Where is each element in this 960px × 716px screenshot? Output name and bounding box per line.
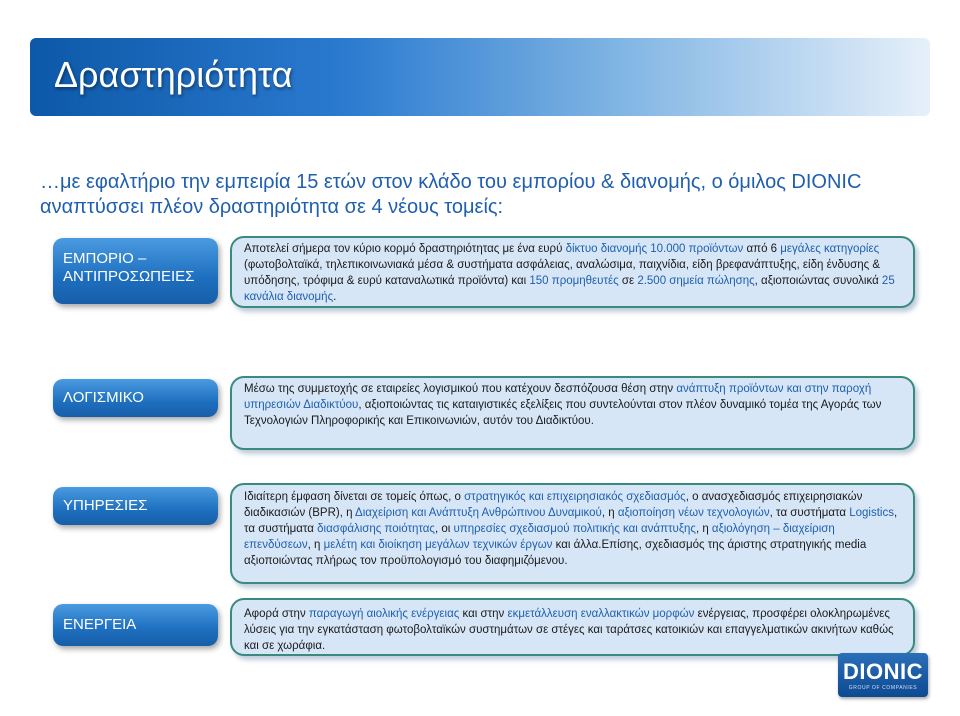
text-run: ενέργειας, προσφέρει ολοκληρωμένες λύσεις για την εγκατάσταση φωτοβολταϊκών συστημάτων σε στέγες και ταράτσες κατοικιών και επαγγελματικών ακινήτων καθώς και σε χωράφια. bbox=[244, 608, 894, 652]
text-run: , αξιοποιώντας τις καταιγιστικές εξελίξεις που συντελούνται στον πλέον δυναμικό τομέα της Αγοράς των Τεχνολογιών Πληροφορικής και Επικοινωνιών, αυτόν του Διαδικτύου. bbox=[244, 399, 882, 427]
logo-tagline: GROUP OF COMPANIES bbox=[848, 685, 918, 691]
text-run: Αφορά στην bbox=[244, 608, 309, 620]
subtitle-part1: …με εφαλτήριο την εμπειρία 15 ετών στον κλάδο του εμπορίου & διανομής, ο όμιλος DIONIC αναπτύσσει πλέον δραστηριότητα σε bbox=[40, 171, 862, 218]
section-label-text: ΛΟΓΙΣΜΙΚΟ bbox=[63, 389, 144, 406]
text-run: , η bbox=[307, 539, 324, 551]
section-label-trade bbox=[53, 238, 218, 304]
section-text-energy bbox=[230, 598, 915, 656]
section-label-services bbox=[53, 487, 218, 525]
text-run: Ιδιαίτερη έμφαση δίνεται σε τομείς όπως, ο bbox=[244, 491, 465, 503]
section-label-text: ΕΝΕΡΓΕΙΑ bbox=[63, 616, 137, 633]
section-label-text: ΕΜΠΟΡΙΟ – ΑΝΤΙΠΡΟΣΩΠΕΙΕΣ bbox=[63, 250, 195, 285]
highlight-run: 25 κανάλια διανομής bbox=[244, 275, 895, 303]
section-text-services bbox=[230, 483, 915, 584]
section-label-text: ΥΠΗΡΕΣΙΕΣ bbox=[63, 497, 148, 514]
highlight-run: 2.500 σημεία πώλησης bbox=[637, 275, 755, 287]
text-run: , ο ανασχεδιασμός επιχειρησιακών διαδικασιών (BPR), η bbox=[244, 491, 863, 519]
highlight-run: μελέτη και διοίκηση μεγάλων τεχνικών έργων bbox=[323, 539, 553, 551]
text-run: , τα συστήματα bbox=[244, 507, 898, 535]
page-title: Δραστηριότητα bbox=[54, 54, 293, 95]
text-run: , αξιοποιώντας συνολικά bbox=[754, 275, 882, 287]
text-run: και άλλα.Επίσης, σχεδιασμός της άριστης στρατηγικής media αξιοποιώντας πλήρως τον προϋπολογισμό του διαφημιζόμενου. bbox=[244, 539, 867, 567]
highlight-run: διασφάλισης ποιότητας bbox=[317, 523, 435, 535]
dionic-logo bbox=[838, 653, 928, 697]
text-run: και στην bbox=[459, 608, 508, 620]
text-run: Μέσω της συμμετοχής σε εταιρείες λογισμικού που κατέχουν δεσπόζουσα θέση στην bbox=[244, 383, 677, 395]
text-run: από 6 bbox=[743, 243, 781, 255]
text-run: Αποτελεί σήμερα τον κύριο κορμό δραστηριότητας με ένα ευρύ bbox=[244, 243, 566, 255]
highlight-run: μεγάλες κατηγορίες bbox=[780, 243, 880, 255]
subtitle-number: 4 bbox=[371, 196, 383, 218]
highlight-run: παραγωγή αιολικής ενέργειας bbox=[308, 608, 460, 620]
text-run: , η bbox=[601, 507, 618, 519]
highlight-run: Διαχείριση και Ανάπτυξη Ανθρώπινου Δυναμικού bbox=[355, 507, 602, 519]
logo-name: DIONIC bbox=[843, 659, 923, 684]
subtitle-part2: νέους τομείς: bbox=[382, 196, 504, 218]
title-banner bbox=[30, 38, 930, 116]
text-run: , τα συστήματα bbox=[769, 507, 850, 519]
section-text-trade bbox=[230, 236, 915, 308]
intro-subtitle bbox=[40, 170, 920, 220]
section-label-software bbox=[53, 379, 218, 417]
highlight-run: αξιολόγηση – διαχείριση επενδύσεων bbox=[244, 523, 835, 551]
text-run: , η bbox=[695, 523, 712, 535]
text-run: σε bbox=[618, 275, 638, 287]
highlight-run: υπηρεσίες σχεδιασμού πολιτικής και ανάπτυξης bbox=[453, 523, 696, 535]
section-label-energy bbox=[53, 604, 218, 646]
highlight-run: Logistics bbox=[849, 507, 894, 519]
highlight-run: στρατηγικός και επιχειρησιακός σχεδιασμός bbox=[464, 491, 686, 503]
highlight-run: δίκτυο διανομής 10.000 προϊόντων bbox=[565, 243, 744, 255]
highlight-run: αξιοποίηση νέων τεχνολογιών bbox=[617, 507, 770, 519]
highlight-run: ανάπτυξη προϊόντων και στην παροχή υπηρεσιών Διαδικτύου bbox=[244, 383, 872, 411]
highlight-run: εκμετάλλευση εναλλακτικών μορφών bbox=[507, 608, 695, 620]
text-run: . bbox=[333, 291, 337, 303]
text-run: (φωτοβολταϊκά, τηλεπικοινωνιακά μέσα & συστήματα ασφάλειας, αναλώσιμα, παιχνίδια, είδη βρεφανάπτυξης, είδη ένδυσης & υπόδησης, τρόφιμα & ευρύ καταναλωτικά προϊόντα) και bbox=[244, 259, 881, 287]
highlight-run: 150 προμηθευτές bbox=[529, 275, 619, 287]
section-text-software bbox=[230, 376, 915, 450]
text-run: , οι bbox=[434, 523, 454, 535]
